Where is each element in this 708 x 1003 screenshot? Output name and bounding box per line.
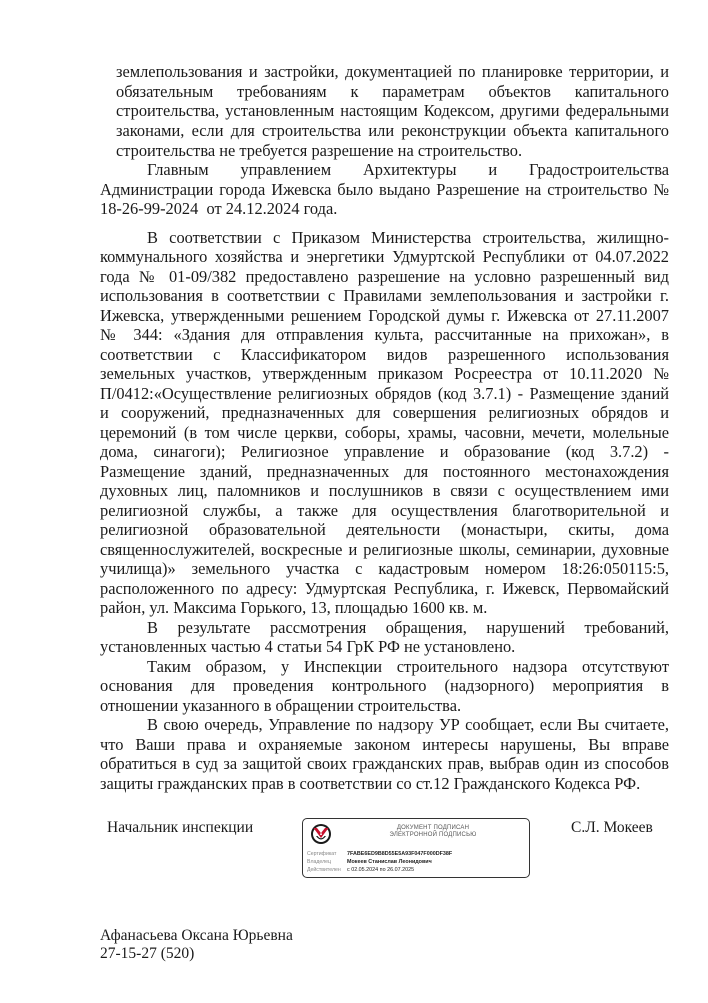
stamp-title-line: ДОКУМЕНТ ПОДПИСАН — [396, 825, 470, 831]
text-line: строительства, установленным настоящим Кодексом, другими федеральными — [116, 101, 669, 120]
text-line: расположенного по адресу: Удмуртская Республика, г. Ижевск, Первомайский — [100, 579, 669, 598]
text-line: коммунального хозяйства и энергетики Удмуртской Республики от 04.07.2022 — [100, 247, 669, 266]
text-line: отношении указанного в обращении строительства. — [100, 696, 462, 715]
text-line: обязательным требованиям к параметрам объектов капитального — [116, 82, 669, 101]
text-line: строительства не требуется разрешение на строительство. — [116, 141, 523, 160]
executor-phone: 27-15-27 (520) — [100, 945, 195, 962]
text-line: Таким образом, у Инспекции строительного надзора отсутствуют — [147, 657, 669, 676]
text-line: основания для проведения контрольного (надзорного) мероприятия в — [100, 676, 669, 695]
certificate-value: 7FABE6ED9B8D55E5A93F047F000DF38F — [347, 851, 453, 857]
text-line: Администрации города Ижевска было выдано Разрешение на строительство № — [100, 180, 669, 199]
text-line: В результате рассмотрения обращения, нарушений требований, — [147, 618, 669, 637]
owner-value: Мокеев Станислав Леонидович — [347, 859, 432, 865]
text-line: земельных участков, утвержденным приказом Росреестра от 10.11.2020 № — [100, 364, 669, 383]
certificate-label: Сертификат — [307, 851, 337, 857]
text-line: В соответствии с Приказом Министерства строительства, жилищно- — [147, 228, 669, 247]
text-line: религиозной службы, а также для осуществления благотворительной и — [100, 501, 669, 520]
text-line: священнослужителей, воскресные и религиозные школы, семинарии, духовные — [100, 540, 669, 559]
text-line: года № 01-09/382 предоставлено разрешение на условно разрешенный вид — [100, 267, 669, 286]
udmurtia-emblem-icon — [310, 823, 332, 845]
text-line: училища)» земельного участка с кадастровым номером 18:26:050115:5, — [100, 559, 669, 578]
text-line: религиозной образовательной деятельности (монастыри, скиты, дома — [100, 520, 669, 539]
text-line: дома, синагоги); Религиозное управление и образование (код 3.7.2) - — [100, 442, 669, 461]
signatory-position: Начальник инспекции — [107, 819, 254, 836]
valid-label: Действителен — [307, 867, 341, 873]
text-line: установленных частью 4 статьи 54 ГрК РФ не установлено. — [100, 637, 516, 656]
text-line: соответствии с Классификатором видов разрешенного использования — [100, 345, 669, 364]
text-line: обратиться в суд за защитой своих гражданских прав, выбрав один из способов — [100, 754, 669, 773]
stamp-title — [343, 825, 523, 839]
text-line: Размещение зданий, предназначенных для постоянного местонахождения — [100, 462, 669, 481]
signatory-name: С.Л. Мокеев — [571, 819, 653, 836]
stamp-title-line: ЭЛЕКТРОННОЙ ПОДПИСЬЮ — [389, 832, 477, 838]
stamp-valid-row — [307, 867, 414, 874]
electronic-signature-stamp — [302, 818, 530, 878]
text-line: что Ваши права и охраняемые законом интересы нарушены, Вы вправе — [100, 735, 669, 754]
text-line: и сооружений, предназначенных для совершения религиозных обрядов и — [100, 403, 669, 422]
text-line: Главным управлением Архитектуры и Градостроительства — [147, 160, 669, 179]
text-line: 18-26-99-2024 от 24.12.2024 года. — [100, 199, 338, 218]
stamp-owner-row — [307, 859, 432, 866]
executor-name: Афанасьева Оксана Юрьевна — [100, 927, 293, 944]
valid-value: с 02.05.2024 по 26.07.2025 — [347, 867, 415, 873]
owner-label: Владелец — [307, 859, 331, 865]
stamp-certificate-row — [307, 851, 452, 858]
text-line: Ижевска, утвержденными решением Городской думы г. Ижевска от 27.11.2007 — [100, 306, 669, 325]
text-line: В свою очередь, Управление по надзору УР сообщает, если Вы считаете, — [147, 715, 669, 734]
text-line: землепользования и застройки, документацией по планировке территории, и — [116, 62, 669, 81]
text-line: № 344: «Здания для отправления культа, рассчитанные на прихожан», в — [100, 325, 669, 344]
text-line: использования в соответствии с Правилами землепользования и застройки г. — [100, 286, 669, 305]
text-line: духовных лиц, паломников и послушников в связи с осуществлением ими — [100, 481, 669, 500]
text-line: законами, если для строительства или реконструкции объекта капитального — [116, 121, 669, 140]
text-line: защиты гражданских прав в соответствии со ст.12 Гражданского Кодекса РФ. — [100, 774, 641, 793]
text-line: район, ул. Максима Горького, 13, площадью 1600 кв. м. — [100, 598, 488, 617]
text-line: церемоний (в том числе церкви, соборы, храмы, часовни, мечети, молельные — [100, 423, 669, 442]
text-line: П/0412:«Осуществление религиозных обрядов (код 3.7.1) - Размещение зданий — [100, 384, 669, 403]
